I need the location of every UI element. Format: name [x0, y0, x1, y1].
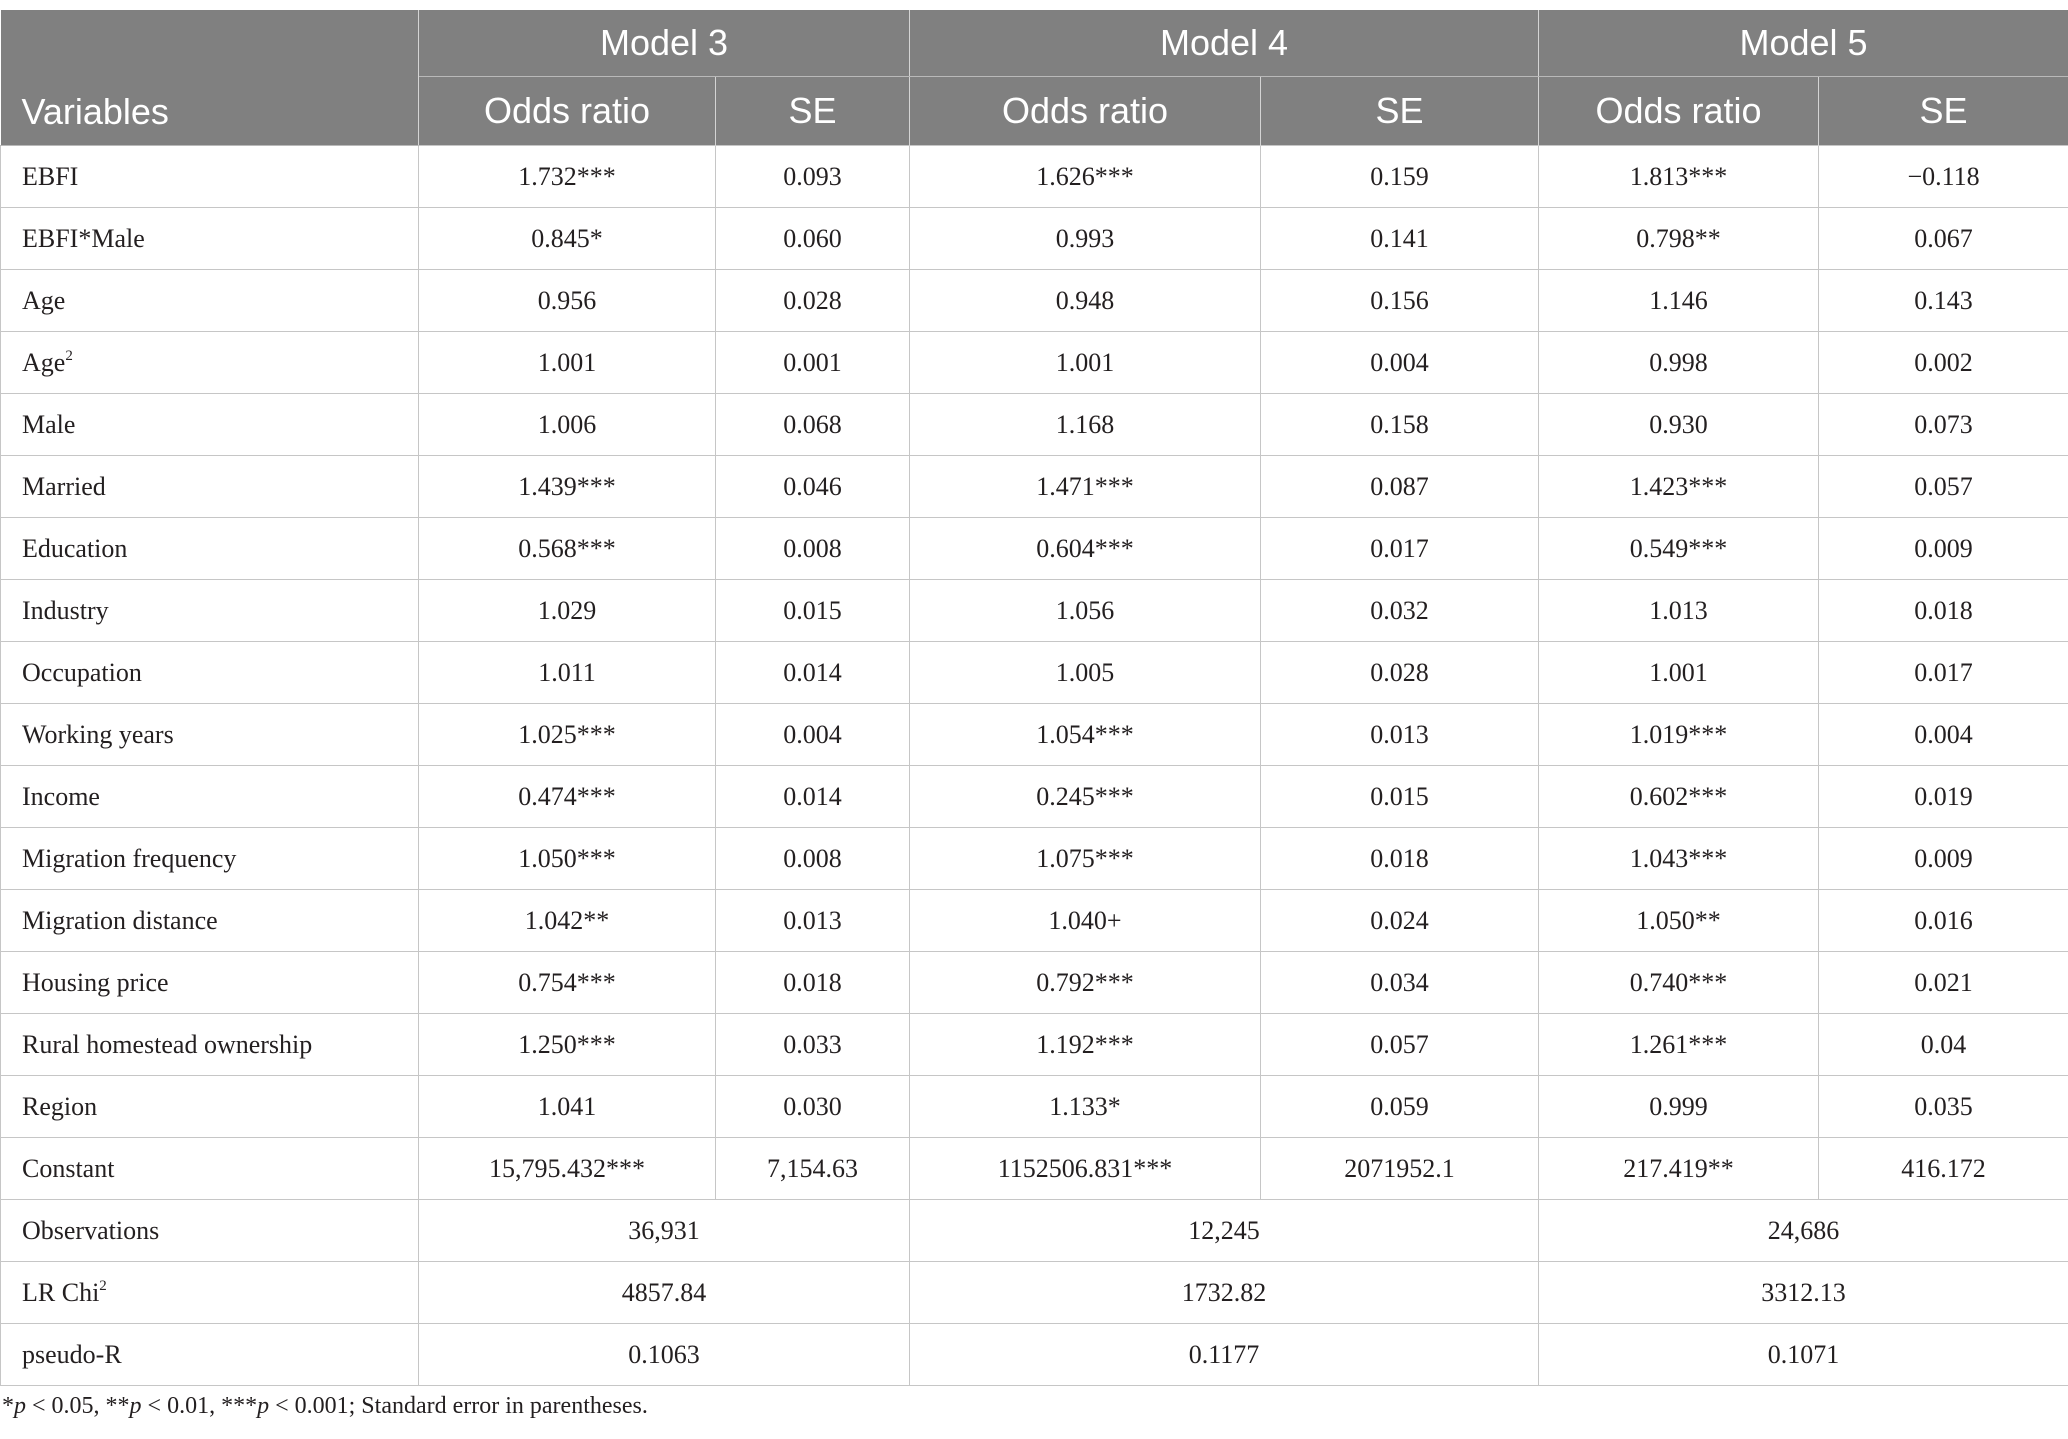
model-3-odds-cell: 15,795.432***	[419, 1138, 716, 1200]
model-4-odds-cell: 1.040+	[910, 890, 1261, 952]
model-3-se-cell: 0.001	[716, 332, 910, 394]
summary-row-pseudo-r	[1, 1324, 2068, 1386]
model-4-se-cell: 0.158	[1261, 394, 1539, 456]
model-3-odds-header: Odds ratio	[419, 77, 716, 146]
variable-label: EBFI*Male	[22, 223, 145, 253]
model-4-odds-cell: 1.471***	[910, 456, 1261, 518]
model-3-se-cell: 0.008	[716, 518, 910, 580]
model-5-se-cell: 0.067	[1819, 208, 2068, 270]
model-5-summary-cell: 0.1071	[1539, 1324, 2068, 1386]
model-4-summary-cell: 0.1177	[910, 1324, 1539, 1386]
model-3-se-cell: 0.046	[716, 456, 910, 518]
table-row-age	[1, 270, 2068, 332]
table-row-ebfi-male	[1, 208, 2068, 270]
model-5-se-cell: 0.021	[1819, 952, 2068, 1014]
table-row-migration-distance	[1, 890, 2068, 952]
model-5-se-cell: 0.016	[1819, 890, 2068, 952]
model-5-odds-cell: 1.050**	[1539, 890, 1819, 952]
model-3-odds-cell: 1.006	[419, 394, 716, 456]
variable-cell	[1, 704, 419, 766]
model-5-odds-cell: 1.001	[1539, 642, 1819, 704]
model-5-se-cell: −0.118	[1819, 146, 2068, 208]
model-3-se-cell: 0.060	[716, 208, 910, 270]
footnote-p-symbol: p	[14, 1393, 26, 1419]
model-4-odds-header: Odds ratio	[910, 77, 1261, 146]
model-4-se-cell: 0.159	[1261, 146, 1539, 208]
model-3-odds-cell: 0.754***	[419, 952, 716, 1014]
table-row-male	[1, 394, 2068, 456]
model-4-se-cell: 0.024	[1261, 890, 1539, 952]
model-3-se-cell: 7,154.63	[716, 1138, 910, 1200]
variable-superscript: 2	[99, 1277, 107, 1294]
model-5-se-cell: 416.172	[1819, 1138, 2068, 1200]
table-footnote	[2, 1393, 648, 1420]
variable-cell	[1, 394, 419, 456]
model-5-odds-cell: 1.261***	[1539, 1014, 1819, 1076]
table-row-education	[1, 518, 2068, 580]
model-3-summary-cell: 0.1063	[419, 1324, 910, 1386]
table-row-working-years	[1, 704, 2068, 766]
footnote-p-symbol: p	[257, 1393, 270, 1419]
model-4-se-cell: 0.034	[1261, 952, 1539, 1014]
variable-cell	[1, 1138, 419, 1200]
model-5-summary-cell: 24,686	[1539, 1200, 2068, 1262]
model-5-se-cell: 0.009	[1819, 828, 2068, 890]
variable-label: Working years	[22, 719, 174, 749]
model-5-se-header: SE	[1819, 77, 2068, 146]
variable-label: Constant	[22, 1153, 115, 1183]
variable-label: Age	[22, 285, 66, 315]
model-4-odds-cell: 1.626***	[910, 146, 1261, 208]
model-3-se-cell: 0.008	[716, 828, 910, 890]
model-4-odds-cell: 1.005	[910, 642, 1261, 704]
model-4-summary-cell: 1732.82	[910, 1262, 1539, 1324]
model-3-odds-cell: 1.001	[419, 332, 716, 394]
regression-table	[0, 10, 2068, 1386]
footnote-part: < 0.05, **	[26, 1393, 130, 1419]
variable-label: LR Chi	[22, 1277, 100, 1307]
table-row-industry	[1, 580, 2068, 642]
model-3-odds-cell: 1.041	[419, 1076, 716, 1138]
model-3-odds-cell: 1.025***	[419, 704, 716, 766]
variable-label: Region	[22, 1091, 98, 1121]
variable-cell	[1, 1262, 419, 1324]
model-3-se-cell: 0.030	[716, 1076, 910, 1138]
model-3-header: Model 3	[419, 10, 910, 77]
variable-cell	[1, 270, 419, 332]
model-5-se-cell: 0.004	[1819, 704, 2068, 766]
model-5-odds-cell: 217.419**	[1539, 1138, 1819, 1200]
model-4-se-cell: 0.015	[1261, 766, 1539, 828]
model-header-row	[1, 10, 2068, 77]
model-3-se-cell: 0.014	[716, 766, 910, 828]
variable-cell	[1, 828, 419, 890]
table-row-ebfi	[1, 146, 2068, 208]
model-5-se-cell: 0.002	[1819, 332, 2068, 394]
variable-label: Age	[22, 347, 66, 377]
model-4-se-cell: 0.156	[1261, 270, 1539, 332]
model-4-se-header: SE	[1261, 77, 1539, 146]
variable-cell	[1, 642, 419, 704]
model-4-odds-cell: 0.792***	[910, 952, 1261, 1014]
model-3-odds-cell: 1.050***	[419, 828, 716, 890]
model-4-se-cell: 0.018	[1261, 828, 1539, 890]
model-5-odds-cell: 0.798**	[1539, 208, 1819, 270]
model-3-odds-cell: 1.732***	[419, 146, 716, 208]
table-row-married	[1, 456, 2068, 518]
model-4-odds-cell: 1.054***	[910, 704, 1261, 766]
model-5-odds-cell: 1.013	[1539, 580, 1819, 642]
model-3-odds-cell: 0.568***	[419, 518, 716, 580]
variable-label: Married	[22, 471, 106, 501]
model-5-se-cell: 0.017	[1819, 642, 2068, 704]
variable-label: Male	[22, 409, 76, 439]
model-4-se-cell: 0.059	[1261, 1076, 1539, 1138]
model-3-se-cell: 0.004	[716, 704, 910, 766]
model-5-se-cell: 0.018	[1819, 580, 2068, 642]
model-4-se-cell: 2071952.1	[1261, 1138, 1539, 1200]
variable-cell	[1, 1014, 419, 1076]
variable-label: Industry	[22, 595, 109, 625]
model-4-odds-cell: 1.056	[910, 580, 1261, 642]
model-3-summary-cell: 36,931	[419, 1200, 910, 1262]
variable-label: Rural homestead ownership	[22, 1029, 313, 1059]
model-5-odds-cell: 0.549***	[1539, 518, 1819, 580]
footnote-part: *	[2, 1393, 14, 1419]
variable-cell	[1, 1200, 419, 1262]
model-5-odds-cell: 0.930	[1539, 394, 1819, 456]
model-5-odds-cell: 1.146	[1539, 270, 1819, 332]
model-3-se-cell: 0.015	[716, 580, 910, 642]
model-4-se-cell: 0.028	[1261, 642, 1539, 704]
model-4-odds-cell: 1.001	[910, 332, 1261, 394]
model-3-odds-cell: 0.474***	[419, 766, 716, 828]
model-5-summary-cell: 3312.13	[1539, 1262, 2068, 1324]
model-4-se-cell: 0.057	[1261, 1014, 1539, 1076]
model-5-se-cell: 0.073	[1819, 394, 2068, 456]
model-5-odds-cell: 0.999	[1539, 1076, 1819, 1138]
model-3-se-cell: 0.033	[716, 1014, 910, 1076]
variable-superscript: 2	[65, 347, 73, 364]
variable-cell	[1, 952, 419, 1014]
model-3-odds-cell: 0.956	[419, 270, 716, 332]
model-3-odds-cell: 0.845*	[419, 208, 716, 270]
table-header	[1, 10, 2068, 146]
model-4-se-cell: 0.013	[1261, 704, 1539, 766]
model-3-se-cell: 0.068	[716, 394, 910, 456]
variable-label: Migration frequency	[22, 843, 237, 873]
footnote-part: < 0.01, ***	[141, 1393, 258, 1419]
model-3-odds-cell: 1.011	[419, 642, 716, 704]
model-4-se-cell: 0.004	[1261, 332, 1539, 394]
model-5-se-cell: 0.019	[1819, 766, 2068, 828]
model-5-odds-cell: 1.019***	[1539, 704, 1819, 766]
table-row-income	[1, 766, 2068, 828]
model-4-odds-cell: 1.075***	[910, 828, 1261, 890]
variable-label: Occupation	[22, 657, 142, 687]
variable-label: Education	[22, 533, 128, 563]
variable-cell	[1, 456, 419, 518]
regression-table-container	[0, 10, 2068, 1386]
variable-cell	[1, 766, 419, 828]
summary-row-lr-chi-2	[1, 1262, 2068, 1324]
model-4-odds-cell: 1.168	[910, 394, 1261, 456]
variable-label: Income	[22, 781, 100, 811]
variable-label: EBFI	[22, 161, 79, 191]
variable-cell	[1, 1324, 419, 1386]
variable-cell	[1, 208, 419, 270]
table-body	[1, 146, 2068, 1386]
model-3-se-cell: 0.014	[716, 642, 910, 704]
model-5-odds-cell: 0.740***	[1539, 952, 1819, 1014]
model-3-se-cell: 0.028	[716, 270, 910, 332]
variable-label: pseudo-R	[22, 1339, 122, 1369]
model-4-se-cell: 0.017	[1261, 518, 1539, 580]
model-4-odds-cell: 1.133*	[910, 1076, 1261, 1138]
table-row-housing-price	[1, 952, 2068, 1014]
table-row-rural-homestead-ownership	[1, 1014, 2068, 1076]
model-5-odds-cell: 0.602***	[1539, 766, 1819, 828]
model-4-odds-cell: 1.192***	[910, 1014, 1261, 1076]
model-5-odds-cell: 1.043***	[1539, 828, 1819, 890]
model-5-se-cell: 0.143	[1819, 270, 2068, 332]
summary-row-observations	[1, 1200, 2068, 1262]
variable-label: Housing price	[22, 967, 169, 997]
model-5-header: Model 5	[1539, 10, 2068, 77]
model-4-odds-cell: 1152506.831***	[910, 1138, 1261, 1200]
model-5-odds-header: Odds ratio	[1539, 77, 1819, 146]
variable-label: Observations	[22, 1215, 160, 1245]
variable-cell	[1, 332, 419, 394]
model-5-se-cell: 0.035	[1819, 1076, 2068, 1138]
model-4-header: Model 4	[910, 10, 1539, 77]
model-5-odds-cell: 0.998	[1539, 332, 1819, 394]
model-4-odds-cell: 0.993	[910, 208, 1261, 270]
model-4-summary-cell: 12,245	[910, 1200, 1539, 1262]
variable-label: Migration distance	[22, 905, 218, 935]
table-row-occupation	[1, 642, 2068, 704]
model-3-odds-cell: 1.439***	[419, 456, 716, 518]
footnote-p-symbol: p	[129, 1393, 142, 1419]
model-3-odds-cell: 1.029	[419, 580, 716, 642]
model-5-odds-cell: 1.813***	[1539, 146, 1819, 208]
model-3-se-header: SE	[716, 77, 910, 146]
model-5-se-cell: 0.057	[1819, 456, 2068, 518]
variables-header: Variables	[1, 10, 419, 146]
model-4-odds-cell: 0.604***	[910, 518, 1261, 580]
model-5-se-cell: 0.009	[1819, 518, 2068, 580]
model-4-se-cell: 0.032	[1261, 580, 1539, 642]
model-4-se-cell: 0.141	[1261, 208, 1539, 270]
table-row-migration-frequency	[1, 828, 2068, 890]
footnote-part: < 0.001; Standard error in parentheses.	[269, 1393, 648, 1419]
model-3-se-cell: 0.013	[716, 890, 910, 952]
model-3-odds-cell: 1.042**	[419, 890, 716, 952]
variable-cell	[1, 1076, 419, 1138]
model-3-summary-cell: 4857.84	[419, 1262, 910, 1324]
variable-cell	[1, 580, 419, 642]
model-3-odds-cell: 1.250***	[419, 1014, 716, 1076]
table-row-age-2	[1, 332, 2068, 394]
table-row-region	[1, 1076, 2068, 1138]
model-4-odds-cell: 0.245***	[910, 766, 1261, 828]
variable-cell	[1, 146, 419, 208]
model-5-se-cell: 0.04	[1819, 1014, 2068, 1076]
variable-cell	[1, 890, 419, 952]
variable-cell	[1, 518, 419, 580]
model-4-se-cell: 0.087	[1261, 456, 1539, 518]
model-4-odds-cell: 0.948	[910, 270, 1261, 332]
table-row-constant	[1, 1138, 2068, 1200]
model-5-odds-cell: 1.423***	[1539, 456, 1819, 518]
model-3-se-cell: 0.093	[716, 146, 910, 208]
model-3-se-cell: 0.018	[716, 952, 910, 1014]
